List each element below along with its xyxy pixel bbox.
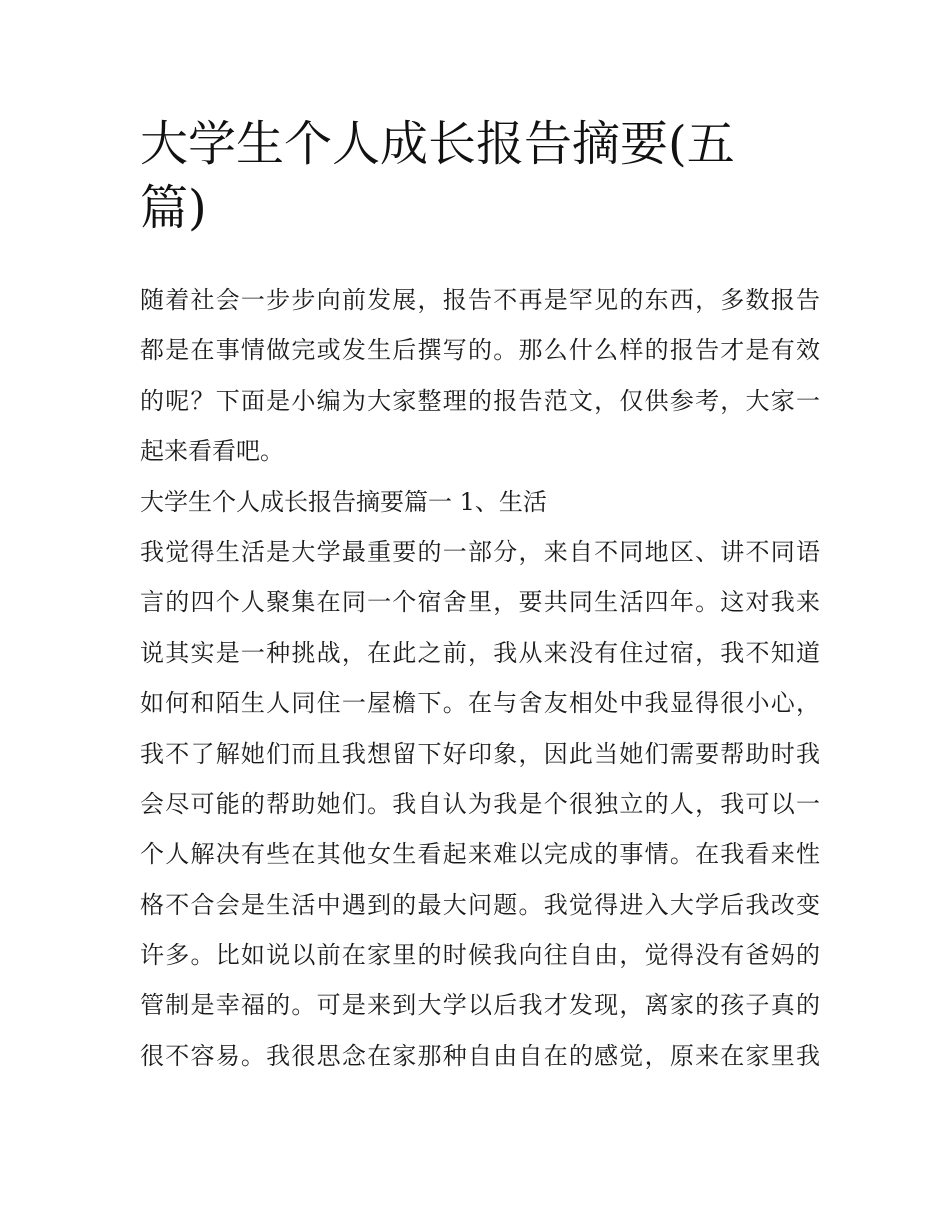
section-line: 言的四个人聚集在同一个宿舍里，要共同生活四年。这对我来 [140,588,820,617]
intro-line: 随着社会一步步向前发展，报告不再是罕见的东西，多数报告 [140,286,820,314]
section-line: 格不合会是生活中遇到的最大问题。我觉得进入大学后我改变 [140,890,820,919]
section-line: 会尽可能的帮助她们。我自认为我是个很独立的人，我可以一 [140,789,820,818]
section-line: 我不了解她们而且我想留下好印象，因此当她们需要帮助时我 [140,739,820,768]
section-line: 说其实是一种挑战，在此之前，我从来没有住过宿，我不知道 [140,638,820,667]
section-line: 管制是幸福的。可是来到大学以后我才发现，离家的孩子真的 [140,991,820,1020]
section-paragraph [140,527,820,1081]
section-line: 如何和陌生人同住一屋檐下。在与舍友相处中我显得很小心， [140,689,820,718]
document-title: 大学生个人成长报告摘要(五 篇) [140,116,735,236]
section-line: 我觉得生活是大学最重要的一部分，来自不同地区、讲不同语 [140,537,820,566]
section-line: 许多。比如说以前在家里的时候我向往自由，觉得没有爸妈的 [140,941,820,970]
intro-paragraph [140,275,820,477]
intro-line: 都是在事情做完或发生后撰写的。那么什么样的报告才是有效 [140,336,820,365]
section-line: 个人解决有些在其他女生看起来难以完成的事情。在我看来性 [140,840,820,869]
document-body [140,275,820,1081]
section-line: 很不容易。我很思念在家那种自由自在的感觉，原来在家里我 [140,1041,820,1070]
section-heading: 大学生个人成长报告摘要篇一 1、生活 [140,487,547,516]
intro-line: 的呢？下面是小编为大家整理的报告范文，仅供参考，大家一 [140,386,820,415]
intro-line: 起来看看吧。 [140,437,284,466]
